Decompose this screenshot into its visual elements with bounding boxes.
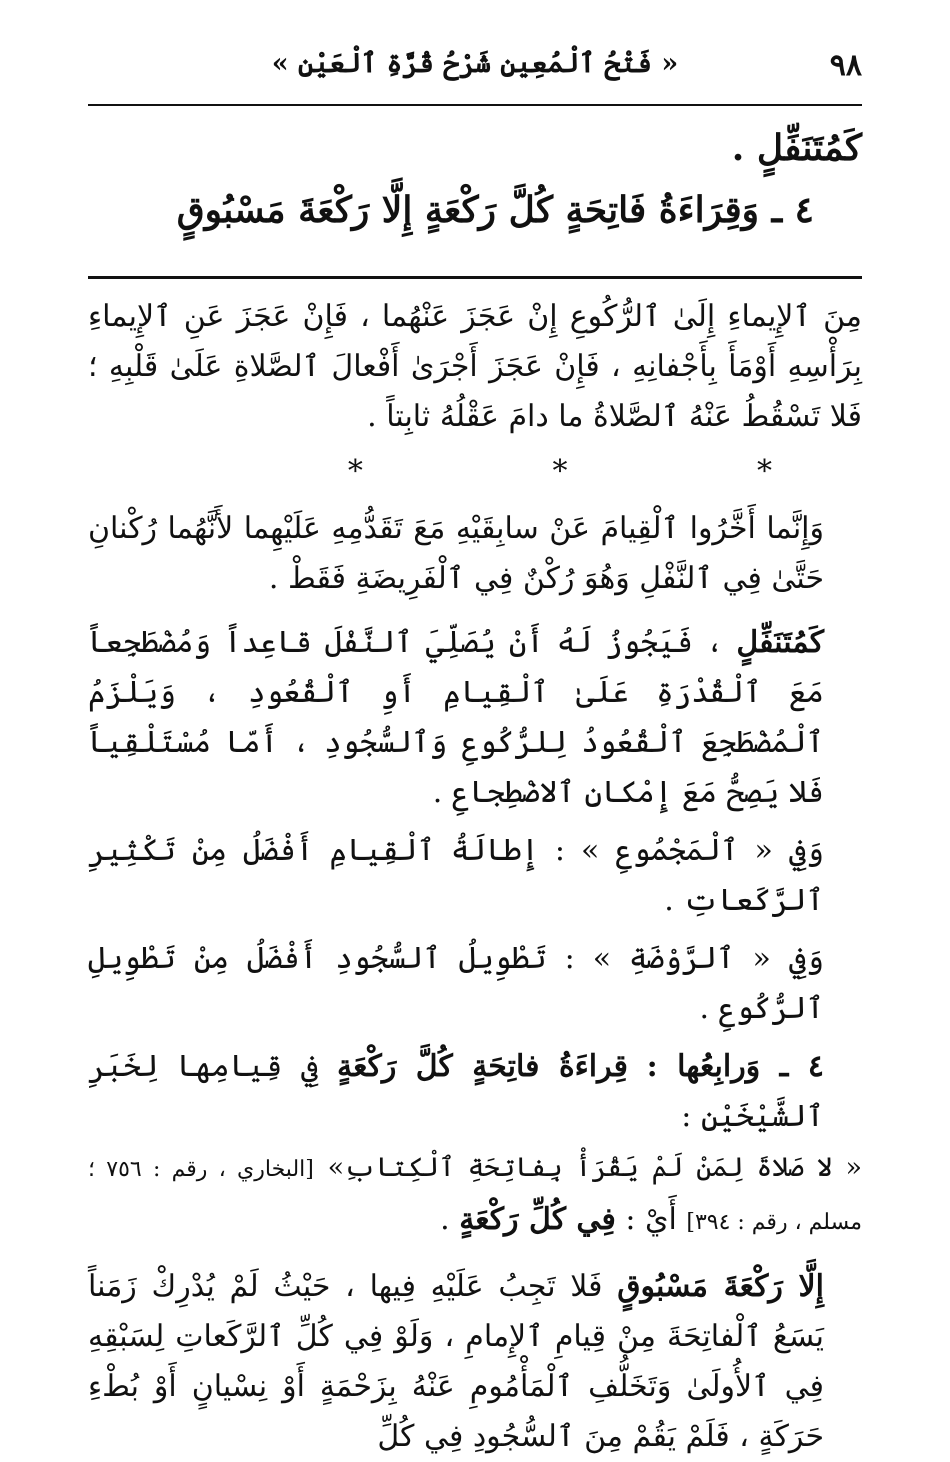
paragraph-7-lead: إِلَّا رَكْعَةَ مَسْبُوقٍ xyxy=(617,1269,824,1304)
hadith-quote: « لا صَلاةَ لِمَنْ لَمْ يَقْرَأْ بِفاتِحَةِ ٱلْكِتابِ» xyxy=(327,1152,862,1183)
matn-line-1: كَمُتَنَفِّلٍ . xyxy=(731,127,862,169)
page-header xyxy=(88,48,862,98)
page-number: ٩٨ xyxy=(829,48,862,83)
paragraph-3-text: ، فَيَجُوزُ لَهُ أَنْ يُصَلِّيَ ٱلنَّفْلَ قاعِداً وَمُضْطَجِعاً مَعَ ٱلْقُدْرَةِ عَلَىٰ ٱلْقِيامِ أَوِ ٱلْقُعُودِ ، وَيَلْزَمُ ٱلْمُضْطَجِعَ ٱلْقُعُودُ لِلرُّكُوعِ وَٱلسُّجُودِ ، أَمّا مُسْتَلْقِياً فَلا يَصِحُّ مَعَ إِمْكانِ ٱلاضْطِجاعِ . xyxy=(88,625,824,810)
running-title: « فَتْحُ ٱلْمُعِينِ شَرْحُ قُرَّةِ ٱلْعَيْنِ » xyxy=(271,48,679,79)
paragraph-7-text: فَلا تَجِبُ عَلَيْهِ فِيها ، حَيْثُ لَمْ يُدْرِكْ زَمَناً يَسَعُ ٱلْفاتِحَةَ مِنْ قِيامِ ٱلإِمامِ ، وَلَوْ فِي كُلِّ ٱلرَّكَعاتِ لِسَبْقِهِ فِي ٱلأُولَىٰ وَتَخَلُّفِ ٱلْمَأْمُومِ عَنْهُ بِزَحْمَةٍ أَوْ نِسْيانٍ أَوْ بُطْءِ حَرَكَةٍ ، فَلَمْ يَقُمْ مِنَ ٱلسُّجُودِ فِي كُلِّ xyxy=(88,1269,824,1454)
header-rule xyxy=(88,104,862,106)
matn-line-2: ٤ ـ وَقِرَاءَةُ فَاتِحَةٍ كُلَّ رَكْعَةٍ إِلَّا رَكْعَةَ مَسْبُوقٍ xyxy=(176,189,814,231)
section-separator-stars: * * * xyxy=(347,454,862,489)
paragraph-7 xyxy=(88,1262,862,1462)
paragraph-1: مِنَ ٱلإِيماءِ إِلَىٰ ٱلرُّكُوعِ إِنْ عَجَزَ عَنْهُما ، فَإِنْ عَجَزَ عَنِ ٱلإِيماءِ بِرَأْسِهِ أَوْمَأَ بِأَجْفانِهِ ، فَإِنْ عَجَزَ أَجْرَىٰ أَفْعالَ ٱلصَّلاةِ عَلَىٰ قَلْبِهِ ؛ فَلا تَسْقُطُ عَنْهُ ٱلصَّلاةُ ما دامَ عَقْلُهُ ثابِتاً . xyxy=(88,299,862,434)
paragraph-4: وَفِي « ٱلْمَجْمُوعِ » : إِطالَةُ ٱلْقِيامِ أَفْضَلُ مِنْ تَكْثِيرِ ٱلرَّكَعاتِ . xyxy=(88,833,824,918)
hadith-reference: [البخاري ، رقم : ٧٥٦ ؛ مسلم ، رقم : ٣٩٤] xyxy=(88,1157,862,1235)
hadith-end: . xyxy=(440,1202,450,1237)
paragraph-6 xyxy=(88,1042,862,1142)
paragraph-2: وَإِنَّما أَخَّرُوا ٱلْقِيامَ عَنْ سابِقَيْهِ مَعَ تَقَدُّمِهِ عَلَيْهِما لأَنَّهُما رُكْنانِ حَتَّىٰ فِي ٱلنَّفْلِ وَهُوَ رُكْنٌ فِي ٱلْفَرِيضَةِ فَقَطْ . xyxy=(88,511,825,596)
paragraph-3 xyxy=(88,618,862,818)
paragraph-3-lead: كَمُتَنَفِّلٍ xyxy=(736,625,824,660)
matn-separator-rule xyxy=(88,276,862,279)
hadith-explanation-bold: فِي كُلِّ رَكْعَةٍ xyxy=(459,1202,616,1237)
matn-text xyxy=(88,120,862,238)
paragraph-6-lead: ٤ ـ وَرابِعُها : xyxy=(646,1049,824,1084)
paragraph-6-text: فِي قِيامِها لِخَبَرِ ٱلشَّيْخَيْنِ : xyxy=(88,1049,824,1134)
hadith-explanation: أَيْ : xyxy=(625,1202,677,1237)
paragraph-6-bold: قِراءَةُ فاتِحَةٍ كُلَّ رَكْعَةٍ xyxy=(337,1049,629,1084)
paragraph-5: وَفِي « ٱلرَّوْضَةِ » : تَطْوِيلُ ٱلسُّجُودِ أَفْضَلُ مِنْ تَطْوِيلِ ٱلرُّكُوعِ . xyxy=(88,941,824,1026)
hadith-paragraph xyxy=(88,1142,862,1248)
commentary-body xyxy=(88,292,862,1462)
